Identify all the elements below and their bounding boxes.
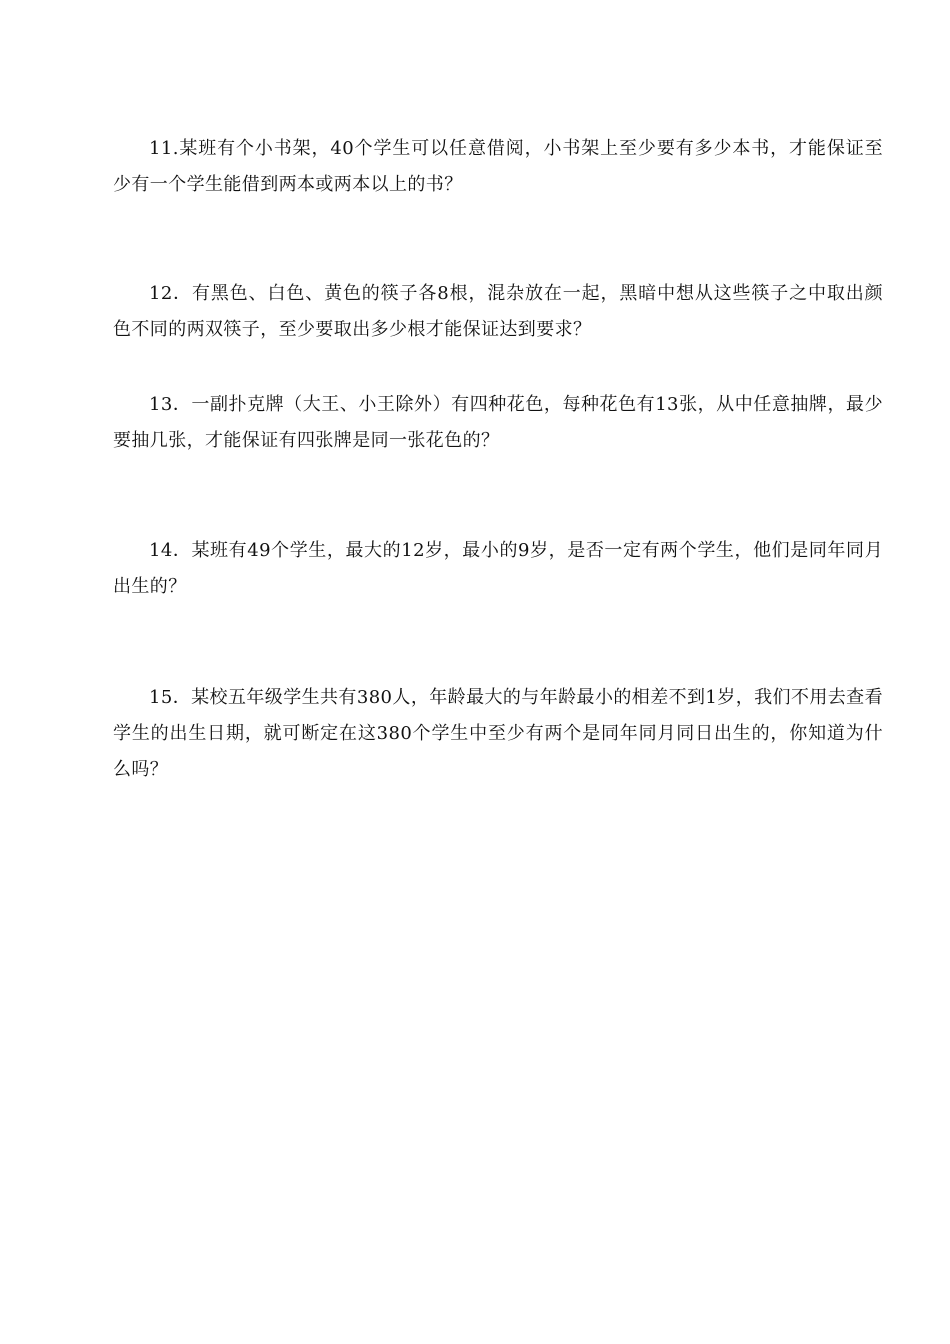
question-13: 13．一副扑克牌（大王、小王除外）有四种花色，每种花色有13张，从中任意抽牌，最少要抽几张，才能保证有四张牌是同一张花色的？ — [113, 394, 883, 451]
question-15: 15．某校五年级学生共有380人，年龄最大的与年龄最小的相差不到1岁，我们不用去查看学生的出生日期，就可断定在这380个学生中至少有两个是同年同月同日出生的，你知道为什么吗？ — [113, 687, 883, 780]
question-12: 12．有黑色、白色、黄色的筷子各8根，混杂放在一起，黑暗中想从这些筷子之中取出颜色不同的两双筷子，至少要取出多少根才能保证达到要求？ — [113, 283, 883, 340]
question-11: 11.某班有个小书架，40个学生可以任意借阅，小书架上至少要有多少本书，才能保证至少有一个学生能借到两本或两本以上的书？ — [113, 138, 883, 195]
question-14: 14．某班有49个学生，最大的12岁，最小的9岁，是否一定有两个学生，他们是同年同月出生的？ — [113, 540, 883, 597]
